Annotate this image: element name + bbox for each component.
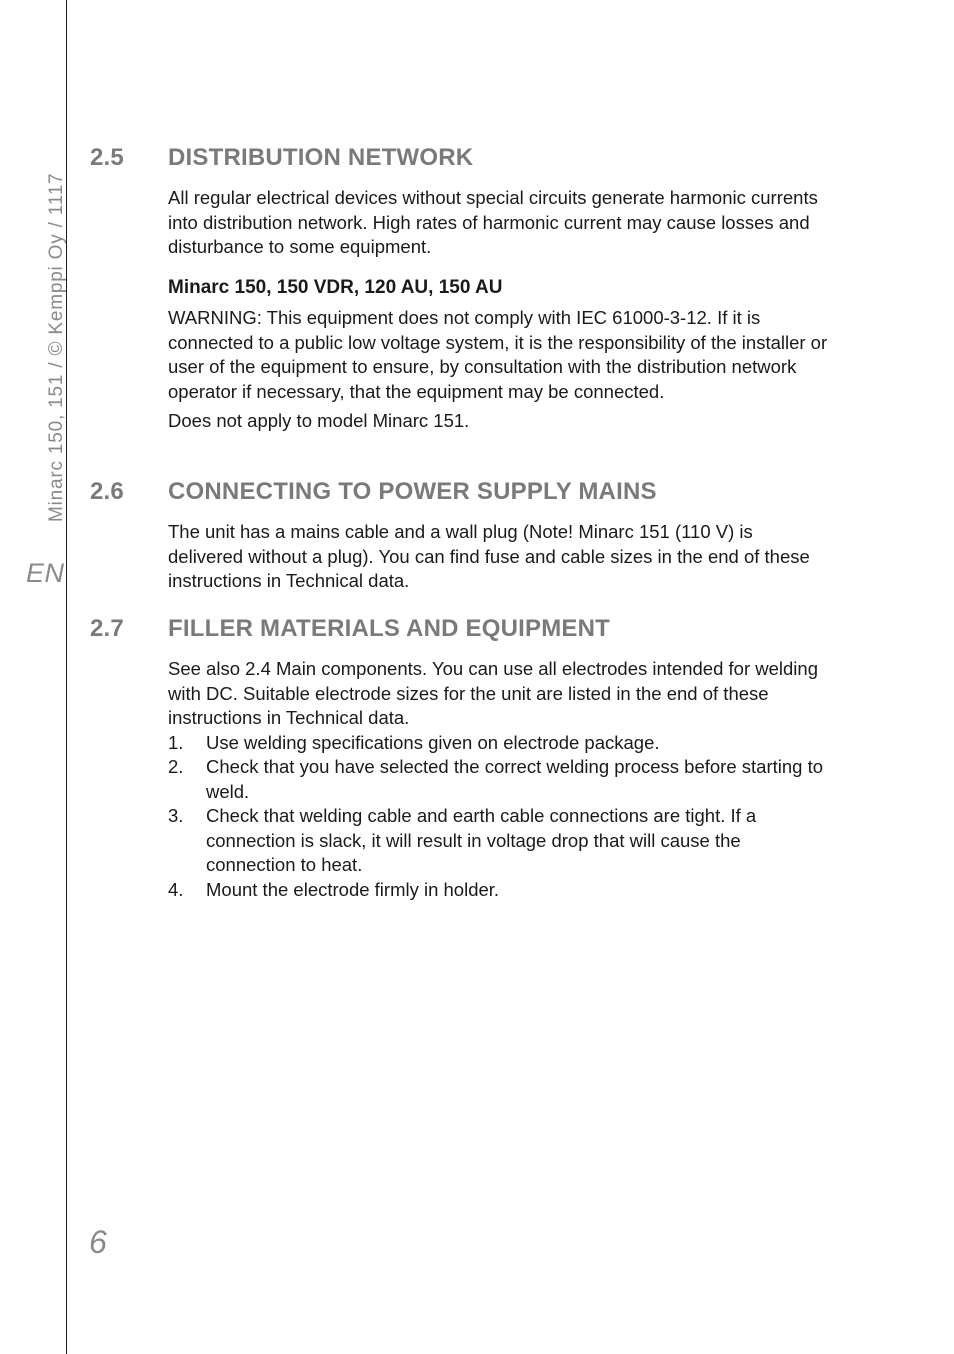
step-number: 3. [168, 805, 184, 826]
paragraph: All regular electrical devices without special circuits generate harmonic currents into distribution network. High rates of harmonic current may cause losses and disturbance to some equipment. [168, 187, 818, 257]
paragraph: Does not apply to model Minarc 151. [168, 410, 470, 431]
list-item [168, 804, 830, 878]
section-heading [90, 615, 830, 645]
section-number: 2.7 [90, 615, 124, 642]
step-text: Mount the electrode firmly in holder. [206, 878, 500, 900]
step-text: Check that welding cable and earth cable connections are tight. If a connection is slack, it will result in voltage drop that will cause the connection to heat. [206, 805, 757, 875]
section-body [168, 186, 830, 434]
page-number: 6 [89, 1224, 107, 1260]
list-item [168, 755, 830, 804]
section-title: DISTRIBUTION NETWORK [168, 144, 474, 171]
subheading: Minarc 150, 150 VDR, 120 AU, 150 AU [168, 276, 503, 298]
list-item [168, 731, 830, 756]
step-number: 2. [168, 756, 184, 777]
section-power-supply-mains [90, 478, 830, 599]
paragraph: The unit has a mains cable and a wall plug (Note! Minarc 151 (110 V) is delivered without a plug). You can find fuse and cable sizes in the end of these instructions in Technical data. [168, 521, 810, 591]
step-number: 4. [168, 878, 184, 900]
step-text: Use welding specifications given on electrode package. [206, 731, 660, 753]
language-tag: EN [26, 558, 65, 588]
section-title: FILLER MATERIALS AND EQUIPMENT [168, 615, 610, 642]
list-item [168, 878, 830, 903]
section-number: 2.5 [90, 144, 124, 171]
section-heading [90, 478, 830, 508]
section-filler-materials [90, 615, 830, 902]
section-body [168, 520, 830, 594]
warning-paragraph: WARNING: This equipment does not comply with IEC 61000-3-12. If it is connected to a public low voltage system, it is the responsibility of the installer or user of the equipment to ensure, by consultation with the distribution network operator if necessary, that the equipment may be connected. [168, 307, 828, 402]
section-number: 2.6 [90, 478, 124, 505]
step-number: 1. [168, 731, 184, 753]
section-body [168, 657, 830, 902]
steps-list [168, 731, 830, 903]
running-footer-text: Minarc 150, 151 / © Kemppi Oy / 1117 [46, 172, 67, 522]
paragraph: See also 2.4 Main components. You can use all electrodes intended for welding with DC. Suitable electrode sizes for the unit are listed in the end of these instructions in Technical data. [168, 658, 818, 728]
section-heading [90, 144, 830, 174]
step-text: Check that you have selected the correct welding process before starting to weld. [206, 756, 824, 802]
section-title: CONNECTING TO POWER SUPPLY MAINS [168, 478, 657, 505]
section-distribution-network [90, 144, 830, 439]
